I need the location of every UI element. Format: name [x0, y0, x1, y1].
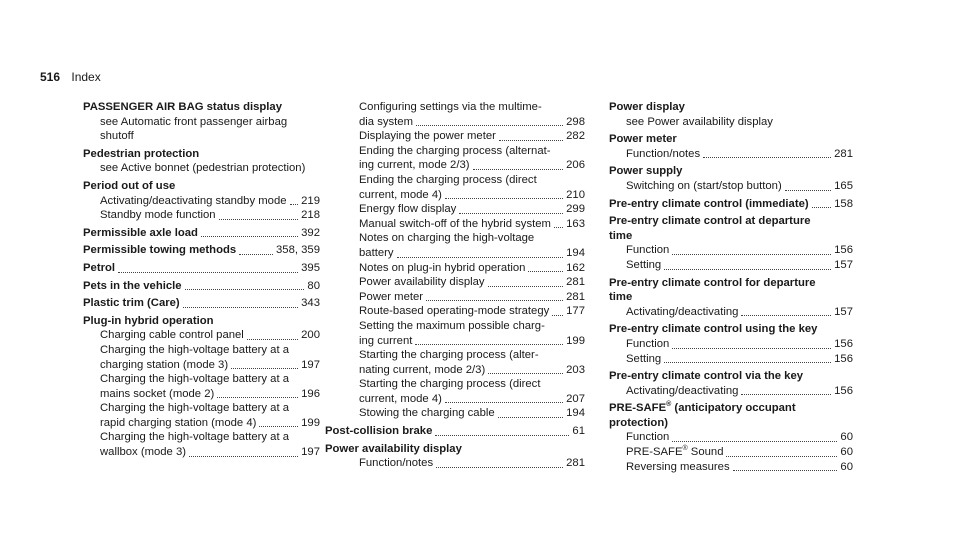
- entry-text: Function: [626, 337, 670, 350]
- index-entry: [342, 363, 585, 378]
- heading-part: (anticipatory occupant protection): [609, 402, 796, 429]
- leader-dots: [239, 254, 273, 255]
- entry-text: nating current, mode 2/3): [359, 363, 486, 376]
- leader-dots: [231, 368, 298, 369]
- leader-dots: [259, 426, 298, 427]
- page-ref-link[interactable]: 162: [566, 261, 585, 274]
- leader-dots: [416, 125, 563, 126]
- entry-text: battery: [359, 246, 394, 259]
- index-entry: [325, 424, 585, 439]
- page-ref-link[interactable]: 203: [566, 363, 585, 376]
- index-column-1: [83, 100, 320, 460]
- index-entry: [342, 261, 585, 276]
- leader-dots: [290, 204, 299, 205]
- page-section-title: Index: [71, 70, 101, 84]
- index-heading: Power supply: [609, 165, 683, 178]
- index-heading: Pre-entry climate control for departure: [609, 276, 816, 289]
- entry-text-part: Sound: [687, 446, 724, 459]
- entry-text: ing current: [359, 334, 413, 347]
- page-ref-link[interactable]: 282: [566, 130, 585, 143]
- page-ref-link[interactable]: 343: [301, 297, 320, 310]
- page-ref-link[interactable]: 157: [834, 305, 853, 318]
- leader-dots: [247, 339, 298, 340]
- entry-text: Standby mode function: [100, 209, 216, 222]
- entry-text: Notes on charging the high-voltage: [359, 232, 535, 245]
- leader-dots: [672, 348, 831, 349]
- page-ref-link[interactable]: 299: [566, 203, 585, 216]
- index-entry: [342, 290, 585, 305]
- index-column-3: [609, 100, 853, 474]
- entry-text: Function: [626, 244, 670, 257]
- entry-text: Activating/deactivating: [626, 384, 739, 397]
- page-ref-link[interactable]: 60: [840, 446, 853, 459]
- index-entry: [609, 179, 853, 194]
- entry-text: Route-based operating-mode strategy: [359, 305, 550, 318]
- page-ref-link[interactable]: 158: [834, 197, 853, 210]
- page-ref-link[interactable]: 177: [566, 305, 585, 318]
- index-heading: Power display: [609, 101, 685, 113]
- entry-text: Setting: [626, 352, 662, 365]
- index-entry: [342, 217, 585, 232]
- leader-dots: [664, 269, 831, 270]
- index-heading: Plastic trim (Care): [83, 297, 180, 310]
- page-ref-link[interactable]: 392: [301, 226, 320, 239]
- page-ref-link[interactable]: 194: [566, 407, 585, 420]
- leader-dots: [488, 373, 563, 374]
- index-entry: [609, 147, 853, 162]
- entry-text: Power meter: [359, 290, 424, 303]
- entry-text: Power availability display: [359, 276, 485, 289]
- index-entry: [342, 188, 585, 203]
- entry-text: Setting the maximum possible charg-: [359, 319, 545, 332]
- leader-dots: [183, 307, 298, 308]
- leader-dots: [733, 470, 838, 471]
- index-heading: Pre-entry climate control (immediate): [609, 197, 809, 210]
- leader-dots: [435, 435, 569, 436]
- leader-dots: [219, 219, 299, 220]
- page-ref-link[interactable]: 197: [301, 446, 320, 459]
- index-entry: [342, 246, 585, 261]
- page-header: [40, 70, 101, 84]
- entry-text: Function/notes: [626, 147, 701, 160]
- index-entry: [83, 279, 320, 294]
- page-ref-link[interactable]: 163: [566, 217, 585, 230]
- entry-text: Charging cable control panel: [100, 329, 244, 342]
- leader-dots: [672, 254, 831, 255]
- index-see-reference: see Active bonnet (pedestrian protection): [100, 162, 306, 175]
- page-ref-link[interactable]: 60: [840, 431, 853, 444]
- page-ref-link[interactable]: 157: [834, 258, 853, 271]
- index-entry: [342, 115, 585, 130]
- leader-dots: [201, 236, 298, 237]
- index-heading: Pedestrian protection: [83, 147, 200, 160]
- entry-text: wallbox (mode 3): [100, 446, 187, 459]
- index-entry: [609, 430, 853, 445]
- entry-text: Notes on plug-in hybrid operation: [359, 261, 526, 274]
- index-entry: [83, 194, 320, 209]
- index-heading: Period out of use: [83, 179, 176, 192]
- heading-part: PRE-SAFE: [609, 402, 667, 415]
- leader-dots: [397, 257, 564, 258]
- leader-dots: [445, 198, 563, 199]
- page-ref-link[interactable]: 206: [566, 159, 585, 172]
- index-entry: [609, 258, 853, 273]
- page-ref-link[interactable]: 395: [301, 261, 320, 274]
- page-ref-link[interactable]: 196: [301, 387, 320, 400]
- leader-dots: [473, 169, 564, 170]
- page-ref-link[interactable]: 281: [566, 276, 585, 289]
- leader-dots: [118, 272, 298, 273]
- index-entry: [609, 460, 853, 475]
- page-ref-link[interactable]: 156: [834, 337, 853, 350]
- page-ref-link[interactable]: 156: [834, 384, 853, 397]
- entry-text: Charging the high-voltage battery at a: [100, 431, 290, 444]
- page-ref-link[interactable]: 165: [834, 179, 853, 192]
- entry-text: Activating/deactivating: [626, 305, 739, 318]
- index-column-2: [325, 100, 585, 471]
- index-see-reference: see Automatic front passenger airbag shutoff: [100, 115, 288, 143]
- index-heading: Pre-entry climate control via the key: [609, 370, 804, 383]
- leader-dots: [785, 190, 831, 191]
- entry-text: Function: [626, 431, 670, 444]
- leader-dots: [436, 467, 563, 468]
- index-entry: [342, 334, 585, 349]
- index-heading: Pre-entry climate control at departure: [609, 215, 811, 228]
- page-ref-link[interactable]: 218: [301, 209, 320, 222]
- page-ref-link[interactable]: 281: [566, 457, 585, 470]
- index-heading: Permissible towing methods: [83, 244, 237, 257]
- index-entry: [342, 304, 585, 319]
- page-ref-link[interactable]: 210: [566, 188, 585, 201]
- entry-text: Stowing the charging cable: [359, 407, 495, 420]
- page-ref-link[interactable]: 156: [834, 352, 853, 365]
- registered-mark: ®: [666, 401, 672, 409]
- index-entry: [609, 337, 853, 352]
- index-entry: [83, 416, 320, 431]
- page-ref-link[interactable]: 199: [301, 416, 320, 429]
- index-entry: [83, 226, 320, 241]
- index-entry: [342, 202, 585, 217]
- index-entry: [83, 261, 320, 276]
- leader-dots: [552, 315, 563, 316]
- index-heading: Plug-in hybrid operation: [83, 314, 214, 327]
- entry-text: Activating/deactivating standby mode: [100, 194, 287, 207]
- index-heading: PASSENGER AIR BAG status display: [83, 101, 282, 113]
- leader-dots: [741, 315, 831, 316]
- page-ref-link[interactable]: 194: [566, 246, 585, 259]
- index-entry: [342, 406, 585, 421]
- page-number: 516: [40, 70, 61, 84]
- entry-text: Manual switch-off of the hybrid system: [359, 217, 551, 230]
- entry-text: Charging the high-voltage battery at a: [100, 402, 290, 415]
- index-entry: [83, 358, 320, 373]
- index-entry: [83, 243, 320, 258]
- page-ref-link[interactable]: 219: [301, 194, 320, 207]
- index-heading: Petrol: [83, 261, 116, 274]
- entry-text: dia system: [359, 115, 413, 128]
- page-ref-link[interactable]: 199: [566, 334, 585, 347]
- leader-dots: [459, 213, 563, 214]
- leader-dots: [498, 417, 563, 418]
- leader-dots: [741, 394, 831, 395]
- entry-text: Configuring settings via the multime-: [359, 101, 542, 113]
- entry-text: Setting: [626, 258, 662, 271]
- index-entry: [342, 275, 585, 290]
- index-entry: [83, 328, 320, 343]
- leader-dots: [426, 300, 563, 301]
- index-heading-pre-safe: [609, 401, 853, 430]
- entry-text: Starting the charging process (direct: [359, 378, 541, 391]
- entry-text: current, mode 4): [359, 392, 442, 405]
- entry-text: Displaying the power meter: [359, 130, 496, 143]
- leader-dots: [672, 441, 837, 442]
- index-heading: Permissible axle load: [83, 226, 198, 239]
- entry-text: ing current, mode 2/3): [359, 159, 470, 172]
- page-ref-link[interactable]: 61: [572, 425, 585, 438]
- entry-text: Starting the charging process (alter-: [359, 349, 539, 362]
- entry-text: Energy flow display: [359, 203, 457, 216]
- index-entry: [83, 208, 320, 223]
- leader-dots: [703, 157, 831, 158]
- index-entry: [83, 387, 320, 402]
- entry-text: mains socket (mode 2): [100, 387, 215, 400]
- entry-text: rapid charging station (mode 4): [100, 416, 257, 429]
- page-ref-link[interactable]: 80: [307, 279, 320, 292]
- leader-dots: [499, 140, 563, 141]
- entry-text: Reversing measures: [626, 460, 730, 473]
- index-entry: [83, 296, 320, 311]
- index-entry: [342, 456, 585, 471]
- leader-dots: [726, 456, 837, 457]
- leader-dots: [664, 362, 831, 363]
- index-heading: Pets in the vehicle: [83, 279, 182, 292]
- entry-text: Function/notes: [359, 457, 434, 470]
- leader-dots: [185, 289, 305, 290]
- index-heading: Pre-entry climate control using the key: [609, 323, 818, 336]
- index-heading: time: [609, 229, 633, 242]
- entry-text-part: PRE-SAFE: [626, 446, 683, 459]
- entry-text: Charging the high-voltage battery at a: [100, 373, 290, 386]
- entry-text: Charging the high-voltage battery at a: [100, 343, 290, 356]
- index-entry: [609, 445, 853, 460]
- page-ref-link[interactable]: 197: [301, 358, 320, 371]
- entry-text: Ending the charging process (direct: [359, 173, 537, 186]
- index-heading: Power meter: [609, 133, 677, 146]
- index-entry: [342, 129, 585, 144]
- page-ref-link[interactable]: 298: [566, 115, 585, 128]
- index-entry: [342, 158, 585, 173]
- leader-dots: [415, 344, 563, 345]
- page-ref-link[interactable]: 358, 359: [276, 244, 320, 257]
- index-entry: [609, 352, 853, 367]
- page-ref-link[interactable]: 207: [566, 392, 585, 405]
- entry-text: Ending the charging process (alternat-: [359, 144, 551, 157]
- leader-dots: [528, 271, 563, 272]
- leader-dots: [445, 402, 563, 403]
- index-heading: Post-collision brake: [325, 425, 433, 438]
- page-ref-link[interactable]: 281: [834, 147, 853, 160]
- index-entry: [609, 384, 853, 399]
- leader-dots: [554, 227, 563, 228]
- entry-text: current, mode 4): [359, 188, 442, 201]
- index-heading: Power availability display: [325, 442, 462, 455]
- registered-mark: ®: [682, 445, 688, 453]
- entry-text: charging station (mode 3): [100, 358, 229, 371]
- leader-dots: [217, 397, 298, 398]
- index-see-reference: see Power availability display: [626, 115, 773, 128]
- index-entry: [609, 305, 853, 320]
- index-entry: [609, 197, 853, 212]
- page-ref-link[interactable]: 156: [834, 244, 853, 257]
- entry-text: [626, 445, 723, 460]
- entry-text: Switching on (start/stop button): [626, 179, 782, 192]
- leader-dots: [488, 286, 564, 287]
- page-ref-link[interactable]: 60: [840, 460, 853, 473]
- leader-dots: [189, 456, 298, 457]
- index-entry: [609, 243, 853, 258]
- index-entry: [83, 445, 320, 460]
- leader-dots: [812, 207, 832, 208]
- page-ref-link[interactable]: 281: [566, 290, 585, 303]
- page-ref-link[interactable]: 200: [301, 329, 320, 342]
- index-heading: time: [609, 291, 633, 304]
- index-entry: [342, 392, 585, 407]
